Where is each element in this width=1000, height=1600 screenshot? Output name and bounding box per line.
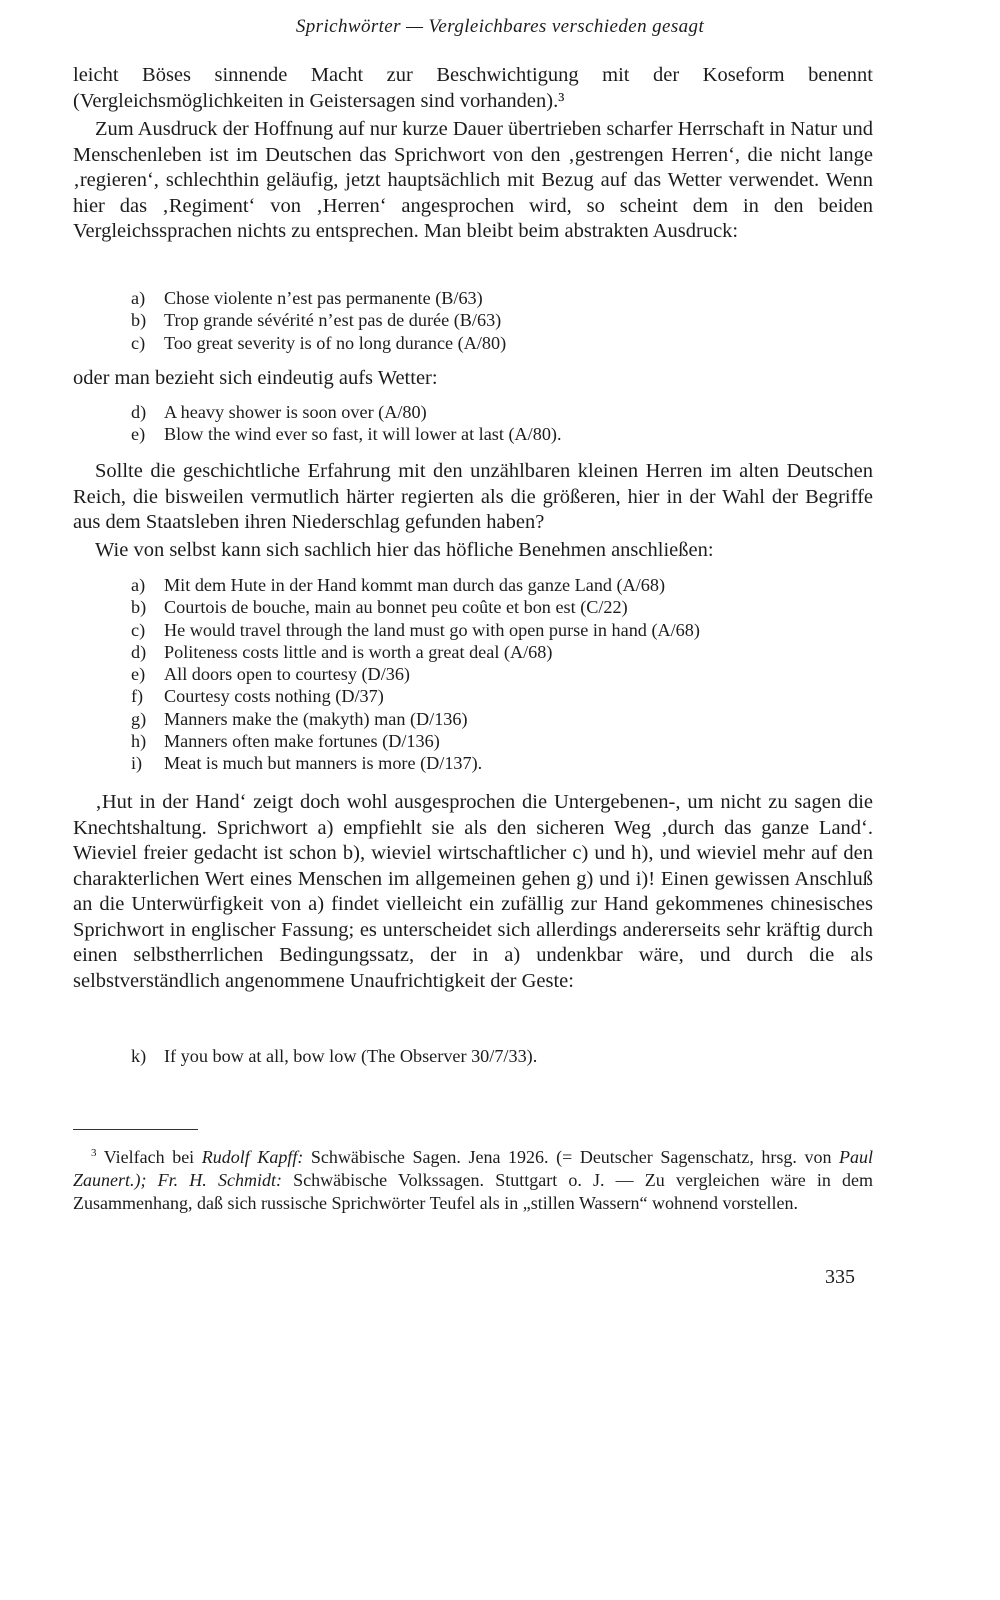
paragraph-continuation: leicht Böses sinnende Macht zur Beschwichtigung mit der Koseform benennt (Vergleichsmöglichkeiten in Geistersagen sind vorhanden).³ [73,64,873,112]
list-item: b) Trop grande sévérité n’est pas de durée (B/63) [131,310,502,331]
list-item: f) Courtesy costs nothing (D/37) [131,686,384,707]
footnote-marker: 3 [91,1147,97,1159]
footnote: $^3$ Vielfach bei Rudolf Kapff: Schwäbische Sagen. Jena 1926. (= Deutscher Sagenschatz, hrsg. von Paul Zaunert.); Fr. H. Schmidt: Schwäbische Volkssagen. Stuttgart o. J. — Zu vergleichen wäre in dem Zusammenhang, daß sich russische Sprichwörter Teufel als in „stillen Wassern“ wohnend vorstellen. [73,1147,874,1213]
paragraph-hut-in-der-hand: ‚Hut in der Hand‘ zeigt doch wohl ausgesprochen die Untergebenen-, um nicht zu sagen die Knechtshaltung. Sprichwort a) empfiehlt sie als den sicheren Weg ‚durch das ganze Land‘. Wieviel freier gedacht ist schon b), wieviel wirtschaftlicher c) und h), und wieviel mehr auf den charakterlichen Wert eines Menschen im allgemeinen gehen g) und i)! Einen gewissen Anschluß an die Unterwürfigkeit von a) findet vielleicht ein zufällig zur Hand gekommenes chinesisches Sprichwort in englischer Fassung; es unterscheidet sich allerdings andererseits sehr kräftig durch einen selbstherrlichen Bedingungssatz, der in a) undenkbar wäre, und durch die als selbstverständlich angenommene Unaufrichtigkeit der Geste: [73,791,873,992]
list-item: h) Manners often make fortunes (D/136) [131,731,440,752]
footnote-divider [73,1129,198,1130]
list-item: g) Manners make the (makyth) man (D/136) [131,708,468,729]
list-item: e) All doors open to courtesy (D/36) [131,664,410,685]
list-item: d) Politeness costs little and is worth a great deal (A/68) [131,641,553,662]
running-header: Sprichwörter — Vergleichbares verschieden gesagt [295,16,705,37]
paragraph-wetter: oder man bezieht sich eindeutig aufs Wetter: [73,367,438,389]
list-item: a) Chose violente n’est pas permanente (B/63) [131,288,483,308]
list-item: k) If you bow at all, bow low (The Observer 30/7/33). [131,1046,538,1066]
proverb-list-courtesy [131,574,700,775]
author-name: Rudolf Kapff: [201,1147,304,1167]
list-item: c) Too great severity is of no long durance (A/80) [131,332,507,353]
list-item: a) Mit dem Hute in der Hand kommt man durch das ganze Land (A/68) [131,575,666,595]
proverb-list-severity [131,287,506,354]
proverb-list-bow [131,1045,537,1067]
list-item: i) Meat is much but manners is more (D/137). [131,753,483,774]
author-name: Paul Zaunert.); Fr. H. Schmidt: [73,1147,874,1190]
list-item: b) Courtois de bouche, main au bonnet peu coûte et bon est (C/22) [131,597,628,618]
paragraph-gestrenge-herren: Zum Ausdruck der Hoffnung auf nur kurze Dauer übertrieben scharfer Herrschaft in Natur und Menschenleben ist im Deutschen das Sprichwort von den ‚gestrengen Herren‘, die nicht lange ‚regieren‘, schlechthin geläufig, jetzt hauptsächlich mit Bezug auf das Wetter verwendet. Wenn hier das ‚Regiment‘ von ‚Herren‘ angesprochen wird, so scheint dem in den beiden Vergleichssprachen nichts zu entsprechen. Man bleibt beim abstrakten Ausdruck: [73,118,873,242]
list-item: e) Blow the wind ever so fast, it will lower at last (A/80). [131,424,562,445]
proverb-list-weather [131,401,562,446]
page-number: 335 [825,1266,855,1288]
list-item: d) A heavy shower is soon over (A/80) [131,402,427,422]
paragraph-hoefliches-benehmen: Wie von selbst kann sich sachlich hier das höfliche Benehmen anschließen: [95,539,714,561]
paragraph-deutsches-reich: Sollte die geschichtliche Erfahrung mit den unzählbaren kleinen Herren im alten Deutschen Reich, die bisweilen vermutlich härter regierten als die größeren, hier in der Wahl der Begriffe aus dem Staatsleben ihren Niederschlag gefunden haben? [73,460,873,533]
list-item: c) He would travel through the land must go with open purse in hand (A/68) [131,619,700,640]
